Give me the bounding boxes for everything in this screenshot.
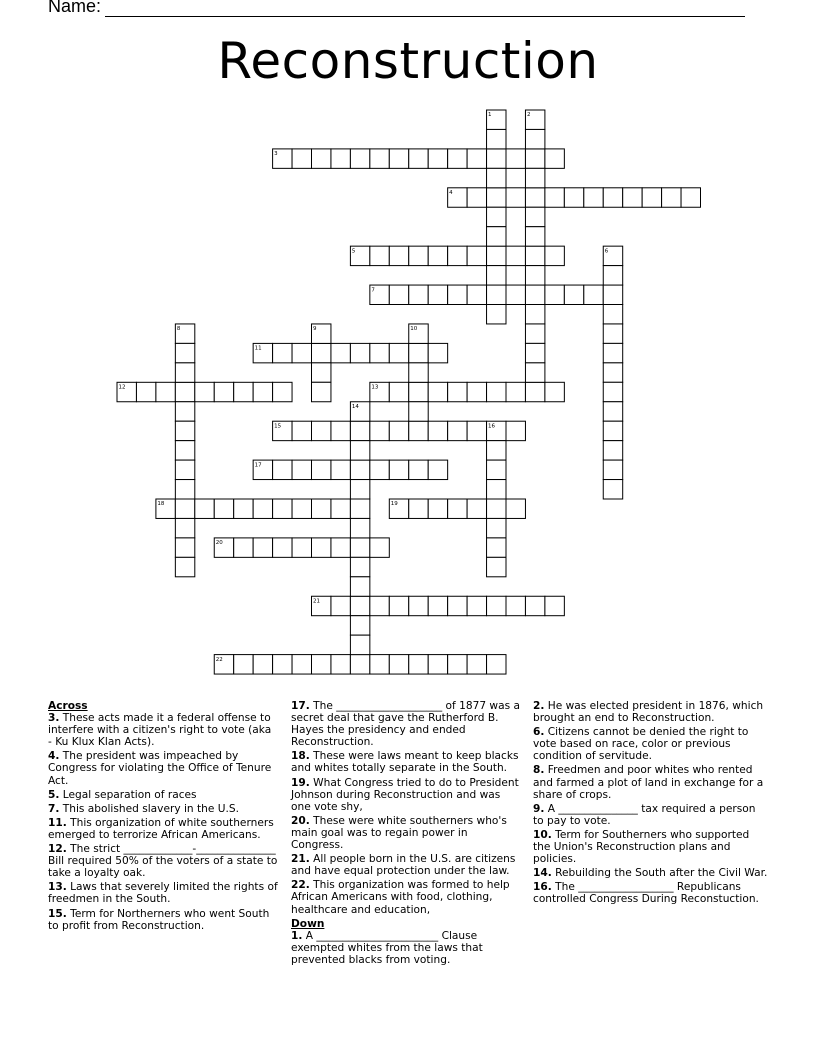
grid-cell[interactable] [603,441,622,460]
grid-cell[interactable] [603,480,622,499]
grid-cell[interactable] [487,480,506,499]
grid-cell[interactable] [312,149,331,168]
clue-text: The president was impeached by Congress for violating the Office of Tenure Act. [48,750,272,787]
grid-cell[interactable] [409,343,428,362]
grid-cell[interactable] [370,596,389,615]
cell-number: 22 [215,656,223,663]
clue-number: 21. [291,853,310,866]
grid-cell[interactable] [370,421,389,440]
clue-text: This organization of white southerners emerged to terrorize African Americans. [48,816,274,841]
grid-cell[interactable] [350,538,369,557]
grid-cell[interactable] [545,246,564,265]
grid-cell[interactable] [545,149,564,168]
grid-cell[interactable] [175,382,194,401]
grid-cell[interactable] [681,188,700,207]
grid-cell[interactable] [428,460,447,479]
grid-cell[interactable] [292,460,311,479]
grid-cell[interactable] [428,343,447,362]
cell-number: 19 [390,501,398,508]
grid-cell[interactable] [136,382,155,401]
cell-number: 14 [351,403,359,410]
clue-text: These were white southerners who's main goal was to regain power in Congress. [291,814,507,852]
grid-cell[interactable] [603,305,622,324]
clue-text: The __________________ Republicans controlled Congress During Reconstuction. [533,881,759,906]
clue-number: 13. [48,881,67,894]
grid-cell[interactable] [273,343,292,362]
grid-cell[interactable] [195,499,214,518]
clues-column-1 [48,700,278,934]
grid-cell[interactable] [448,499,467,518]
grid-cell[interactable] [525,188,544,207]
grid-cell[interactable] [175,363,194,382]
grid-cell[interactable] [467,382,486,401]
cell-number: 10 [410,326,418,333]
grid-cell[interactable] [467,596,486,615]
grid-cell[interactable] [175,441,194,460]
grid-cell[interactable] [564,188,583,207]
grid-cell[interactable] [487,441,506,460]
grid-cell[interactable] [253,538,272,557]
grid-cell[interactable] [175,480,194,499]
clue-item [48,789,278,801]
grid-cell[interactable] [467,499,486,518]
grid-cell[interactable] [312,655,331,674]
cell-number: 18 [157,501,165,508]
cell-number: 11 [254,345,262,352]
cell-number: 7 [371,287,375,294]
grid-cell[interactable] [487,168,506,187]
grid-cell[interactable] [312,460,331,479]
grid-cell[interactable] [603,285,622,304]
grid-cell[interactable] [350,149,369,168]
grid-cell[interactable] [506,285,525,304]
grid-cell[interactable] [273,499,292,518]
cell-number: 13 [371,384,379,391]
grid-cell[interactable] [292,499,311,518]
grid-cell[interactable] [292,421,311,440]
cell-number: 9 [313,326,317,333]
grid-cell[interactable] [409,421,428,440]
grid-cell[interactable] [350,480,369,499]
grid-cell[interactable] [331,421,350,440]
grid-cell[interactable] [292,538,311,557]
clue-number: 20. [291,814,310,827]
grid-cell[interactable] [389,596,408,615]
grid-cell[interactable] [525,207,544,226]
grid-cell[interactable] [175,557,194,576]
clue-number: 6. [533,726,545,739]
clue-text: Freedmen and poor whites who rented and farmed a plot of land in exchange for a share of crops. [533,764,764,801]
grid-cell[interactable] [603,402,622,421]
grid-cell[interactable] [467,188,486,207]
grid-cell[interactable] [292,655,311,674]
grid-cell[interactable] [292,343,311,362]
grid-cell[interactable] [603,460,622,479]
grid-cell[interactable] [506,421,525,440]
grid-cell[interactable] [370,538,389,557]
grid-cell[interactable] [409,460,428,479]
grid-cell[interactable] [428,149,447,168]
clue-item [291,879,521,915]
grid-cell[interactable] [350,557,369,576]
grid-cell[interactable] [175,421,194,440]
grid-cell[interactable] [312,363,331,382]
clue-item [291,853,521,877]
clue-number: 15. [48,907,67,920]
grid-cell[interactable] [409,499,428,518]
clue-number: 5. [48,788,60,801]
grid-cell[interactable] [487,129,506,148]
grid-cell[interactable] [350,635,369,654]
grid-cell[interactable] [603,324,622,343]
grid-cell[interactable] [642,188,661,207]
clues-column-2 [291,700,521,968]
clue-item [48,908,278,932]
grid-cell[interactable] [370,149,389,168]
grid-cell[interactable] [487,285,506,304]
grid-cell[interactable] [312,343,331,362]
grid-cell[interactable] [370,460,389,479]
grid-cell[interactable] [467,421,486,440]
grid-cell[interactable] [525,129,544,148]
clue-item [48,881,278,905]
cell-number: 17 [254,462,262,469]
cell-number: 16 [488,423,496,430]
clue-item [533,829,769,865]
clue-text: Rebuilding the South after the Civil War. [551,867,768,880]
grid-cell[interactable] [370,655,389,674]
cell-number: 15 [274,423,282,430]
clue-number: 7. [48,802,60,815]
grid-cell[interactable] [350,441,369,460]
grid-cell[interactable] [545,188,564,207]
cell-number: 12 [118,384,126,391]
clue-text: The strict _____________-_______________ Bill required 50% of the voters of a state to take a loyalty oak. [48,843,278,880]
grid-cell[interactable] [525,596,544,615]
clue-text: This abolished slavery in the U.S. [59,802,239,815]
grid-cell[interactable] [448,421,467,440]
clue-text: Laws that severely limited the rights of freedmen in the South. [48,881,278,906]
clue-text: What Congress tried to do to President Johnson during Reconstruction and was one vote shy, [291,776,519,813]
grid-cell[interactable] [467,285,486,304]
grid-cell[interactable] [409,382,428,401]
grid-cell[interactable] [428,596,447,615]
grid-cell[interactable] [448,246,467,265]
grid-cell[interactable] [506,499,525,518]
clue-number: 11. [48,816,67,829]
grid-cell[interactable] [331,343,350,362]
clue-text: The ____________________ of 1877 was a secret deal that gave the Rutherford B. Hayes the presidency and ended Reconstruction. [291,700,520,749]
grid-cell[interactable] [428,499,447,518]
grid-cell[interactable] [389,460,408,479]
clue-item [533,867,769,879]
clue-item [533,803,769,827]
grid-cell[interactable] [409,285,428,304]
grid-cell[interactable] [350,518,369,537]
clue-text: Term for Northerners who went South to profit from Reconstruction. [48,907,270,932]
grid-cell[interactable] [487,188,506,207]
grid-cell[interactable] [487,460,506,479]
grid-cell[interactable] [584,285,603,304]
clue-number: 18. [291,750,310,763]
grid-cell[interactable] [175,402,194,421]
clue-number: 17. [291,700,310,712]
grid-cell[interactable] [370,343,389,362]
clue-text: A _______________________ Clause exempted whites from the laws that prevented blacks from voting. [291,929,483,966]
clue-item [291,700,521,748]
grid-cell[interactable] [525,363,544,382]
clue-text: Term for Southerners who supported the Union's Reconstruction plans and policies. [533,828,750,866]
grid-cell[interactable] [487,538,506,557]
clue-text: This organization was formed to help African Americans with food, clothing, healthcare and education, [291,879,510,916]
grid-cell[interactable] [662,188,681,207]
grid-cell[interactable] [409,596,428,615]
clue-text: A _______________ tax required a person to pay to vote. [533,802,756,827]
clue-number: 2. [533,700,545,712]
grid-cell[interactable] [409,363,428,382]
cell-number: 5 [351,248,356,255]
grid-cell[interactable] [331,149,350,168]
grid-cell[interactable] [331,655,350,674]
clue-item [48,803,278,815]
grid-cell[interactable] [409,246,428,265]
grid-cell[interactable] [350,616,369,635]
clue-item [48,712,278,748]
down-heading: Down [291,917,325,930]
grid-cell[interactable] [234,382,253,401]
grid-cell[interactable] [350,655,369,674]
grid-cell[interactable] [273,382,292,401]
clue-number: 3. [48,712,60,725]
grid-cell[interactable] [389,382,408,401]
clue-text: Citizens cannot be denied the right to vote based on race, color or previous condition of servitude. [533,726,749,763]
grid-cell[interactable] [234,655,253,674]
grid-cell[interactable] [623,188,642,207]
clue-item [48,817,278,841]
clue-number: 12. [48,843,67,856]
clue-text: These acts made it a federal offense to interfere with a citizen's right to vote (aka - Ku Klux Klan Acts). [48,712,272,749]
grid-cell[interactable] [564,285,583,304]
grid-cell[interactable] [273,460,292,479]
grid-cell[interactable] [389,343,408,362]
grid-cell[interactable] [428,382,447,401]
grid-cell[interactable] [175,499,194,518]
grid-cell[interactable] [506,188,525,207]
grid-cell[interactable] [292,149,311,168]
grid-cell[interactable] [331,499,350,518]
grid-cell[interactable] [603,343,622,362]
name-label: Name: [48,0,102,16]
grid-cell[interactable] [487,149,506,168]
clue-number: 22. [291,879,310,892]
cell-number: 4 [449,190,453,196]
grid-cell[interactable] [350,421,369,440]
grid-cell[interactable] [350,343,369,362]
clue-item [533,726,769,762]
grid-cell[interactable] [214,499,233,518]
cell-number: 3 [274,151,278,158]
grid-cell[interactable] [312,499,331,518]
grid-cell[interactable] [331,538,350,557]
page-title: Reconstruction [217,32,599,90]
clue-item [291,815,521,851]
grid-cell[interactable] [428,246,447,265]
grid-cell[interactable] [428,421,447,440]
grid-cell[interactable] [312,538,331,557]
grid-cell[interactable] [214,382,233,401]
grid-cell[interactable] [350,577,369,596]
grid-cell[interactable] [525,285,544,304]
grid-cell[interactable] [603,188,622,207]
grid-cell[interactable] [487,207,506,226]
grid-cell[interactable] [312,382,331,401]
grid-cell[interactable] [428,655,447,674]
grid-cell[interactable] [525,168,544,187]
clue-item [48,750,278,786]
grid-cell[interactable] [389,149,408,168]
grid-cell[interactable] [545,285,564,304]
cell-number: 20 [215,540,223,547]
grid-cell[interactable] [487,266,506,285]
grid-cell[interactable] [331,460,350,479]
clue-number: 14. [533,867,552,880]
grid-cell[interactable] [234,499,253,518]
grid-cell[interactable] [156,382,175,401]
clue-text: These were laws meant to keep blacks and whites totally separate in the South. [291,750,519,775]
grid-cell[interactable] [350,499,369,518]
clue-number: 19. [291,776,310,789]
grid-cell[interactable] [273,655,292,674]
grid-cell[interactable] [175,518,194,537]
clue-number: 16. [533,881,552,894]
grid-cell[interactable] [253,499,272,518]
grid-cell[interactable] [409,402,428,421]
grid-cell[interactable] [234,538,253,557]
clue-item [291,930,521,966]
grid-cell[interactable] [487,518,506,537]
grid-cell[interactable] [487,596,506,615]
grid-cell[interactable] [175,538,194,557]
grid-cell[interactable] [525,266,544,285]
clue-item [291,750,521,774]
cell-number: 21 [313,598,320,605]
grid-cell[interactable] [603,363,622,382]
clue-item [533,881,769,905]
grid-cell[interactable] [506,596,525,615]
grid-cell[interactable] [428,285,447,304]
grid-cell[interactable] [273,538,292,557]
clue-item [291,777,521,813]
grid-cell[interactable] [467,149,486,168]
grid-cell[interactable] [525,382,544,401]
grid-cell[interactable] [175,460,194,479]
grid-cell[interactable] [389,285,408,304]
cell-number: 2 [526,112,531,119]
grid-cell[interactable] [467,246,486,265]
grid-cell[interactable] [389,421,408,440]
grid-cell[interactable] [525,246,544,265]
clue-number: 10. [533,828,552,841]
clue-number: 9. [533,802,545,815]
grid-cell[interactable] [487,305,506,324]
grid-cell[interactable] [253,655,272,674]
grid-cell[interactable] [370,246,389,265]
clue-item [533,764,769,800]
clue-text: All people born in the U.S. are citizens and have equal protection under the law. [291,853,516,878]
grid-cell[interactable] [350,596,369,615]
grid-cell[interactable] [603,421,622,440]
grid-cell[interactable] [350,460,369,479]
grid-cell[interactable] [409,655,428,674]
clue-text: Legal separation of races [59,788,197,801]
clue-item [48,843,278,879]
grid-cell[interactable] [448,596,467,615]
clue-number: 1. [291,929,303,942]
grid-cell[interactable] [448,655,467,674]
grid-cell[interactable] [525,149,544,168]
grid-cell[interactable] [175,343,194,362]
clue-item [533,700,769,724]
cell-number: 8 [176,326,181,333]
grid-cell[interactable] [312,421,331,440]
grid-cell[interactable] [487,227,506,246]
grid-cell[interactable] [448,382,467,401]
cell-number: 6 [604,248,609,255]
grid-cell[interactable] [506,149,525,168]
grid-cell[interactable] [487,655,506,674]
clue-text: He was elected president in 1876, which brought an end to Reconstruction. [533,700,764,725]
grid-cell[interactable] [525,227,544,246]
across-heading: Across [48,700,88,712]
clue-number: 4. [48,750,60,763]
grid-cell[interactable] [389,246,408,265]
grid-cell[interactable] [448,149,467,168]
grid-cell[interactable] [195,382,214,401]
grid-cell[interactable] [467,655,486,674]
grid-cell[interactable] [603,382,622,401]
grid-cell[interactable] [525,343,544,362]
grid-cell[interactable] [525,324,544,343]
grid-cell[interactable] [409,149,428,168]
grid-cell[interactable] [331,596,350,615]
grid-cell[interactable] [506,382,525,401]
grid-cell[interactable] [506,246,525,265]
grid-cell[interactable] [525,305,544,324]
cell-number: 1 [488,112,492,119]
clue-number: 8. [533,764,545,777]
grid-cell[interactable] [487,499,506,518]
grid-cell[interactable] [389,655,408,674]
grid-cell[interactable] [487,246,506,265]
grid-cell[interactable] [487,557,506,576]
grid-cell[interactable] [603,266,622,285]
grid-cell[interactable] [448,285,467,304]
grid-cell[interactable] [487,382,506,401]
grid-cell[interactable] [545,596,564,615]
clues-column-3 [533,700,769,908]
grid-cell[interactable] [545,382,564,401]
grid-cell[interactable] [253,382,272,401]
grid-cell[interactable] [584,188,603,207]
